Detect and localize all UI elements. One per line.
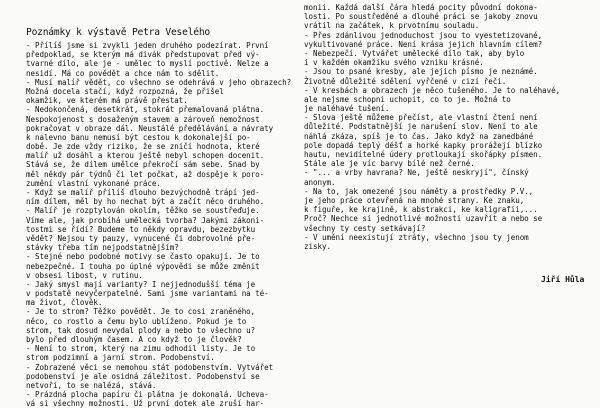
text-line: - Stejné nebo podobné motivy se často opakují. Je to (26, 252, 260, 262)
text-line: - Malíř je rozptylován okolím, těžko se soustřeďuje. (26, 206, 260, 216)
text-line: - Je to strom? Těžko povědět. Je to cosi zraněného, (26, 307, 256, 317)
text-line: Stále ale je víc barvy bílé než černé. (304, 159, 475, 169)
text-line: ma život, člověk. (26, 298, 103, 308)
text-line: v podstatě nevyčerpatelné. Sami jsme variantami na té- (26, 289, 269, 299)
text-line: - Na to, jak omezené jsou náměty a prostředky P.V., (304, 186, 534, 196)
text-line: monii. Každá další čára hledá pocity původní dokona- (304, 3, 538, 12)
text-line: - Není to strom, který na zimu odhodil listy. Je to (26, 344, 256, 354)
text-line: ale nejsme schopni uchopit, co to je. Možná to (304, 94, 511, 104)
text-line: ním dílem, měl by ho nechat být a začít něco druhého. (26, 197, 265, 207)
text-line: - Musí malíř vědět, co všechno se odehrává v jeho obrazech? (26, 77, 292, 87)
text-line: tostmi se řídí? Budeme to někdy opravdu, bezezbytku (26, 224, 256, 234)
text-line: vrátil na začátek, k prvotnímu souladu. (304, 21, 480, 31)
text-line: Proč? Nechce si jednotlivé možnosti uzavřít a nebo se (304, 214, 543, 224)
text-line: měl někdy pár týdnů či let počkat, až dospěje k poro- (26, 169, 265, 179)
author-signature: Jiří Hůla (541, 275, 585, 284)
text-line: - "... a vrby havrana? Ne, ještě neskryjí", čínský (304, 168, 529, 178)
text-line: podobenství je ale osidná záležitost. Podobenství se (26, 371, 260, 381)
text-line: Nespokojenost s dosaženým stavem a zároveň nemožnost (26, 114, 260, 124)
text-line: netvoří, to se nalézá, stává. (26, 380, 157, 390)
text-line: důležité. Podstatnější je narušení slov. Není to ale (304, 122, 538, 132)
text-line: zumění vlastní vykonané práce. (26, 178, 161, 188)
text-line: pole dopadá teplý déšť a horké kapky prorážejí blízko (304, 140, 543, 150)
text-line: - Jaký smysl mají varianty? I nejjednodušší téma je (26, 279, 256, 289)
text-line: vykultivované práce. Není krása jejich hlavním cílem? (304, 39, 543, 49)
text-line: - V kresbách a obrazech je něco tušeného. Je to naléhavé, (304, 85, 561, 95)
text-line: strom podzimní a jarní strom. Podobenství. (26, 353, 215, 363)
text-line: je jeho práce otevřená na mnohé strany. Ke znaku, (304, 195, 525, 205)
text-line: losti. Po soustředěné a dlouhé práci se jakoby znovu (304, 12, 538, 22)
text-line: i v každém okamžiku svého vzniku krásné. (304, 58, 484, 68)
text-line: Víme ale, jak probíhá umělecká tvorba? Jakými zákoni- (26, 215, 265, 225)
text-line: nesidí. Má co povědět a chce nám to sdělit. (26, 68, 220, 78)
text-line: době. Je zde vždy riziko, že se zničí hodnota, které (26, 142, 260, 152)
left-column-text (26, 41, 291, 409)
text-line: strom, tak dosud nevydal plody a nebo to všechno u? (26, 325, 256, 335)
text-line: vědět? Nejsou ty pauzy, vynucené či dobrovolné pře- (26, 233, 256, 243)
text-line: Stává se, že dílem umělce překročí sám sebe. Snad by (26, 160, 260, 170)
text-line: anonym. (304, 177, 336, 187)
text-line: - Přílíš jsme si zvykli jeden druhého podezírat. První (26, 41, 269, 50)
text-line: - Nebezpečí. Vytvářet umělecké dílo tak, aby bylo (304, 48, 525, 58)
text-line: něco, co rostlo a čemu bylo ublíženo. Pokud je to (26, 316, 247, 326)
text-line: pokračovat v obraze dál. Neustálé předělávání a návraty (26, 123, 274, 133)
text-line: zisky. (304, 241, 331, 251)
document-title: Poznámky k výstavě Petra Veselého (26, 27, 211, 38)
text-line: je naléhavé tušení. (304, 104, 390, 114)
text-line: bylo před dlouhým časem. A co když to je člověk? (26, 335, 242, 344)
text-line: - Jsou to psané kresby, ale jejich písmo je neznámé. (304, 67, 538, 77)
text-line: Možná docela stačí, když rozpozná, že přišel (26, 86, 224, 96)
text-line: - Zobrazené věci se nemohou stát podobenstvím. Vytvářet (26, 362, 274, 372)
left-column (26, 0, 300, 408)
text-line: okamžik, ve kterém má právě přestat. (26, 96, 188, 106)
text-line: vá si všechny možnosti. Už první dotek ale zruší har- (26, 399, 265, 409)
text-line: malíř už dosáhl a kterou ještě nebyl schopen docenit. (26, 151, 265, 161)
text-line: tvarné dílo, ale je - umělec to myslí poctivě. Nelze a (26, 59, 269, 69)
text-line: nebezpečné. I touha po úplné výpovědi se může změnit (26, 261, 260, 271)
text-line: - Slova ještě můžeme přečíst, ale vlastní čtení není (304, 113, 538, 123)
text-line: hautu, nevidítelné údery protloukají skořápky písmen. (304, 150, 543, 159)
text-line: - V umění neexistují ztráty, všechno jsou ty jenom (304, 232, 529, 242)
text-line: v obsesi libost, v rutinu. (26, 270, 143, 280)
right-column (304, 0, 585, 408)
text-line: Životně důležité sdělení vyřčené v cizí řeči. (304, 76, 507, 86)
text-line: k nalevno banu nemusí být cestou k dokonalejší po- (26, 132, 251, 142)
text-line: předpoklad, se kterým má divák předstupovat před vý- (26, 50, 260, 60)
text-line: náhlá zkáza, spíš je to čas. Jako když na zanedbáné (304, 131, 534, 141)
text-line: všechny ty cesty setkávají? (304, 223, 426, 233)
text-line: - Nedokončená, desetkrát, stokrát přemalovaná plátna. (26, 105, 265, 115)
text-line: - Když se malíř přílíš dlouho bezvýchodně trápí jed- (26, 188, 260, 197)
text-line: - Přes zdánlivou jednoduchost jsou to vyestetizované, (304, 30, 543, 40)
right-column-text (304, 3, 560, 251)
text-line: k figuře, ke krajině, k abstrakci, ke kaligrafii,... (304, 205, 538, 215)
text-line: stávky třeba tím nejpodstatnějším? (26, 243, 179, 253)
text-line: - Prázdná plocha papíru či plátna je dokonalá. Ucheva- (26, 390, 269, 400)
